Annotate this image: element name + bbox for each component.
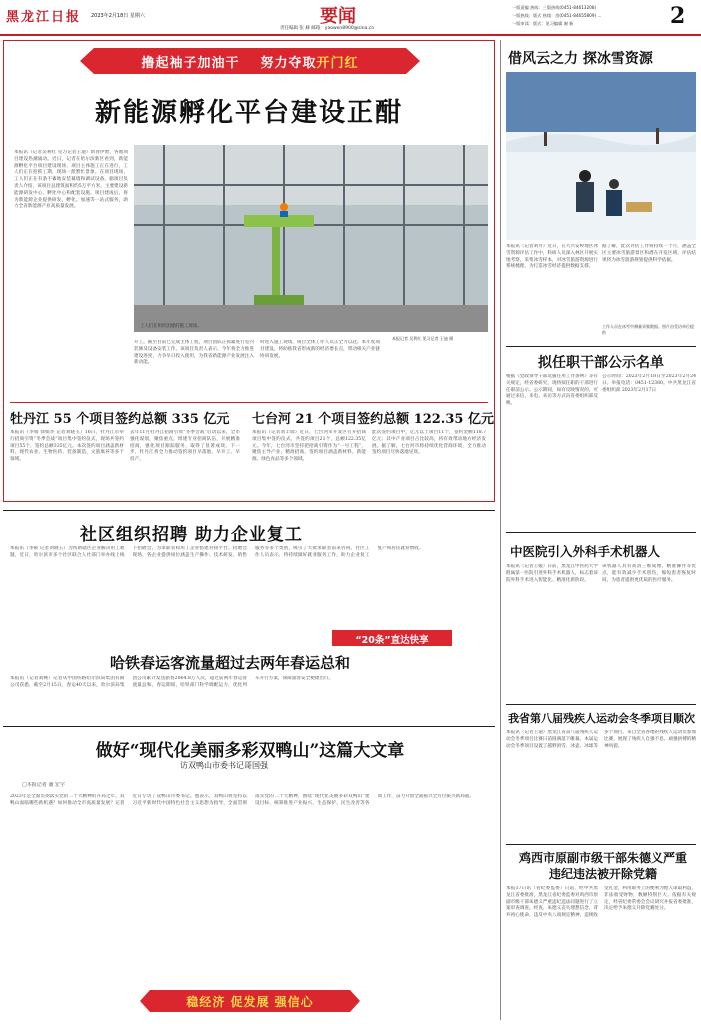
lead-body-col3: 时进入施工现场，项目全体工作人员正全力以赴。本年度项目建设，将助推我省形成新的经济增长点，带动相关产业链协同发展。 [260, 340, 380, 359]
section-title: 要闻 [320, 6, 356, 27]
robot-title: 中医院引入外科手术机器人 [510, 544, 661, 559]
shuangyashan-title: 做好“现代化美丽多彩双鸭山”这篇大文章 [95, 741, 405, 761]
appoint-body-col2: 公示时间：2023年2月18日至2023年2月24日。举报电话：0451-12380。中共黑龙江省委组织部 2023年2月17日 [602, 374, 696, 393]
top-banner [80, 48, 420, 74]
qitaihe-title: 七台河 21 个项目签约总额 122.35 亿元 [252, 412, 494, 427]
lead-photo-caption: 工人们在组织团建的施工现场。 [140, 324, 202, 329]
editor-email: 责任编辑 张 赫 邮箱：yaowen8900@sina.cn [280, 26, 375, 31]
qitaihe-body-col1: 本报讯（记者刘丰瑞）近日，七台河市开发区召开招商项目集中签约仪式，共签约项目21个，总额122.35亿元。今年，七台河市坚持把招商引资作为“一号工程”，聚焦主导产业，精准招商，签约项目涵盖新材料、新能源、绿色食品等多个领域。 [252, 430, 366, 463]
shuangyashan-interviewer: □本报记者 潘 宏宇 [22, 782, 65, 788]
robot-body-col2: 该机器人具有高清三维成像、精准操作等优点，能有效减少手术创伤，缩短患者恢复时间，为患者提供更优质的医疗服务。 [602, 564, 696, 583]
phone-line-2: 一版热线：版式 热线：房(0451-84655809) ... [512, 13, 602, 18]
newspaper-logo: 黑龙江日报 [6, 10, 82, 25]
banner-part-3: 开门红 [316, 56, 359, 71]
appoint-title: 拟任职干部公示名单 [538, 355, 664, 371]
phone-line-1: 一版责编 热线：三版热线(0451-84613208) [512, 5, 597, 10]
scenery-photo-caption: 工作人员在冰雪中测量采集数据。图片由受访单位提供 [602, 324, 694, 335]
scenery-photo [506, 72, 696, 240]
skating-title: 我省第八届残疾人运动会冬季项目顺次 [508, 712, 695, 725]
feature-divider [10, 402, 488, 403]
right-column-rule [500, 40, 501, 1020]
peony-title: 牡丹江 55 个项目签约总额 335 亿元 [10, 412, 230, 427]
skating-body: 本报讯（记者王迪）黑龙江省第八届残疾人运动会冬季项目比赛日前圆满落下帷幕。本届运动会冬季项目设置了越野滑雪、冰壶、冰球等多个项目，来自全省各地的残疾人运动员参加比赛，展现了残疾人自强不息、顽强拼搏的精神风貌。 [506, 730, 696, 749]
peony-body-col1: 本报讯（李娟 徐娟李 记者刘晓玉）16日，牡丹江市举行招商引资“冬季会战”项目集中签约仪式，现场共签约项目55个，签约总额335亿元。本次签约项目涵盖新材料、现代农业、生物医药、装备制造、文旅康养等多个领域。 [10, 430, 124, 463]
discipline-body: 本报17日讯（省纪委监委）日前，经中共黑龙江省委批准，黑龙江省纪委监委对鸡西市原副市级干部朱德义严重违纪违法问题进行了立案审查调查。经查，朱德义丧失理想信念，背弃初心使命，违反中央八项规定精神，违规收受礼金，利用职务上的便利为他人谋取利益，非法收受财物，数额特别巨大。依据有关规定，经省纪委常委会会议研究并报省委批准，决定给予朱德义开除党籍处分。 [506, 886, 696, 919]
community-title: 社区组织招聘 助力企业复工 [80, 525, 303, 545]
lead-photo-credit: 本报记者 吴利红 见习记者 王迪 摄 [392, 336, 454, 341]
right-divider-1 [506, 346, 696, 347]
robot-body-col1: 本报讯（记者王媛）日前，黑龙江中医药大学附属第一医院引进外科手术机器人，标志着该院外科手术进入智能化、精准化新阶段。 [506, 564, 598, 583]
bottom-banner [140, 990, 360, 1012]
masthead-rule [0, 34, 701, 36]
community-body: 本报讯（李硕 记者刘晓玉）为帮助辖区企业解决用工难题，近日，哈尔滨市多个社区联合人社部门举办线上线下招聘会，为求职者和用工企业搭建对接平台。招聘会现场，各企业提供岗位涵盖生产操作、技术研发、销售服务等多个类别，吸引了大批求职者前来咨询。社区工作人员表示，将持续做好就业服务工作，助力企业复工复产和居民就业增收。 [10, 546, 424, 558]
twenty-banner [332, 630, 452, 646]
shuangyashan-subtitle: 访双鸭山市委书记哥国强 [180, 761, 268, 770]
banner-part-1: 撸起袖子加油干 [141, 56, 240, 71]
date-line: 2023年2月18日 星期六 [91, 13, 145, 19]
lead-body-col2: 开工。截至目前已完成主体工程，项目团队正抓紧进行室内装修及设备安装工作。该项目负责人表示，今年将全力推进建设进度，力争早日投入使用，为我省新能源产业发展注入新动能。 [134, 340, 254, 366]
discipline-title: 鸡西市原副市级干部朱德义严重违纪违法被开除党籍 [518, 851, 687, 881]
masthead [0, 0, 701, 34]
right-divider-4 [506, 844, 696, 845]
construction-illustration [134, 145, 488, 332]
scenery-body-col2: 据了解，此次评估工作将持续一个月，涵盖全区主要冰雪旅游景区和潜在开发区域，评估结果将为冰雪旅游规划提供科学依据。 [602, 244, 696, 263]
peony-body-col2: 去年11月牡丹江招商引资“冬季会战”启动以来，全市强化谋划，聚焦重点，组建专业招商队伍，开展精准招商，强化项目跟踪服务，取得了显著成效。下一步，牡丹江将全力推动签约项目早落地、早开工、早投产。 [130, 430, 240, 463]
page-number: 2 [670, 3, 686, 29]
banner-part-2: 努力夺取 [260, 56, 317, 71]
phone-line-3: 一版审读：版式：见习编辑 谢 新 [512, 21, 574, 26]
appoint-body-col1: 根据《党政领导干部选拔任用工作条例》等有关规定，经省委研究，现将拟任职的干部进行任职前公示。公示期间，如有反映情况的，可通过来信、来电、来访等方式向省委组织部反映。 [506, 374, 598, 407]
shuangyashan-body: 2023年是全面贯彻落实党的二十大精神的开局之年，双鸭山面临哪些新机遇？如何推动全市高质量发展？记者近日专访了双鸭山市委书记。他表示，双鸭山将坚持以习近平新时代中国特色社会主义思想为指导，全面贯彻落实党的二十大精神，围绕“现代化美丽多彩双鸭山”建设目标，统筹推进产业振兴、生态保护、民生改善等各项工作，奋力开创全面振兴全方位振兴新局面。 [10, 794, 474, 806]
lead-title: 新能源孵化平台建设正酣 [94, 98, 403, 128]
bottom-banner-text: 稳经济 促发展 强信心 [186, 995, 314, 1009]
snow-field-illustration [506, 72, 696, 240]
twenty-banner-text: “20条”直达快享 [355, 635, 429, 646]
right-divider-3 [506, 704, 696, 705]
qitaihe-body-col2: 此次签约项目中，亿元以上项目11个，签约金额118.7亿元；其中产业项目占比较高，将有效带动地方经济发展。据了解，七台河市将持续优化营商环境，全力推动签约项目尽快落地见效。 [372, 430, 486, 456]
lead-photo [134, 145, 488, 332]
railway-body: 本报讯（记者刘畅）记者从中国铁路哈尔滨局集团有限公司获悉，截至2月15日，春运40天以来，哈尔滨局集团公司累计发送旅客2064.8万人次，超过前两年春运客流量总和。春运期间，哈铁部门科学调配运力，优化列车开行方案，保障旅客安全便捷出行。 [10, 676, 334, 688]
railway-title: 哈铁春运客流量超过去两年春运总和 [110, 654, 351, 672]
scenery-body-col1: 本报讯（记者刘丹）近日，在大兴安岭地区冰雪资源评估工作中，科研人员深入林区开展实地考察，采集冰雪样本，对冰雪旅游资源进行系统梳理，为打造冰雪经济提供数据支撑。 [506, 244, 598, 270]
lead-body-col1: 本报讯（记者吴利红 见习记者王迪）新春伊始，各地项目建设热潮涌动。近日，记者在哈尔滨新区看到，新能源孵化平台项目建设现场，项目主体施工正在进行，工人们正在抢抓工期，现场一派繁忙景象。在项目现场，工人们正在有条不紊地安装幕墙和调试设备。据项目负责人介绍，该项目总建筑面积约5万平方米，主要建设新能源研发中心、孵化中心和配套设施。项目建成后，将为新能源企业提供研发、孵化、加速等一站式服务，助力全省新能源产业高质量发展。 [14, 150, 128, 210]
scenery-title: 借风云之力 探冰雪资源 [508, 51, 653, 67]
right-divider-2 [506, 532, 696, 533]
mid-rule [3, 510, 495, 511]
lower-rule [3, 726, 495, 727]
